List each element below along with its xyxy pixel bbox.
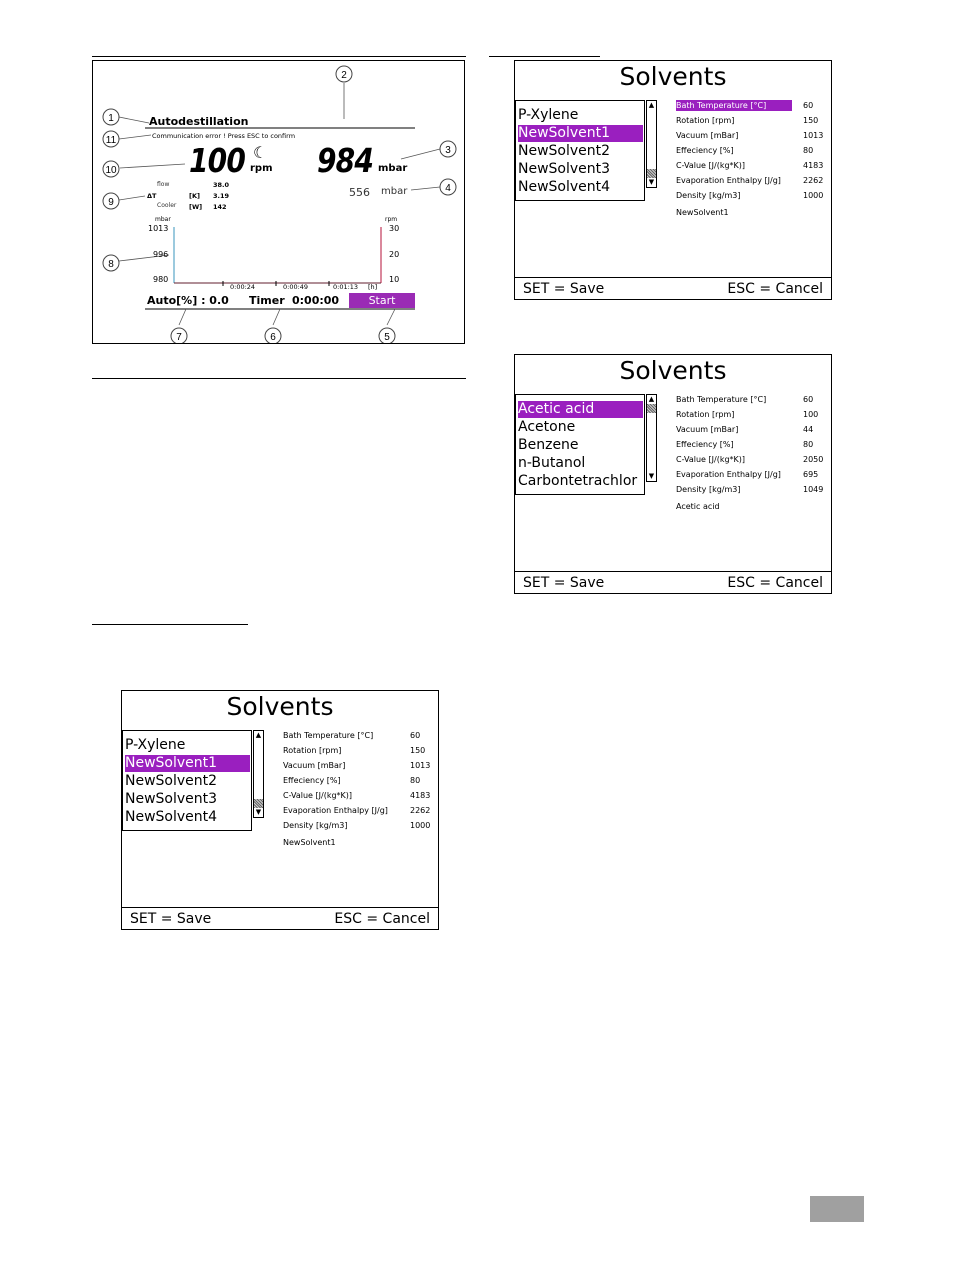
rpm-value: 100 (189, 141, 246, 180)
screen-footer (122, 907, 438, 930)
callout-5: 5 (384, 332, 390, 343)
property-label[interactable]: Evaporation Enthalpy [J/g] (283, 806, 388, 815)
callout-2: 2 (341, 70, 347, 81)
property-label[interactable]: Effeciency [%] (676, 146, 734, 155)
property-label-selected[interactable]: Bath Temperature [°C] (676, 100, 792, 111)
solvents-screen (514, 354, 832, 594)
property-label[interactable]: Vacuum [mBar] (676, 131, 739, 140)
property-label[interactable]: Rotation [rpm] (676, 410, 735, 419)
property-label[interactable]: Rotation [rpm] (676, 116, 735, 125)
property-value: 1000 (803, 191, 824, 200)
graph-right-tick: 30 (389, 224, 400, 233)
screen-title: Solvents (619, 62, 727, 91)
solvent-list-item[interactable]: NewSolvent3 (125, 791, 218, 807)
property-value: 60 (410, 731, 421, 740)
vacuum-setpoint-unit: mbar (381, 186, 408, 197)
property-value: 1049 (803, 485, 824, 494)
property-value: 1000 (410, 821, 431, 830)
solvent-list[interactable] (515, 394, 645, 495)
solvent-list-item[interactable]: Carbontetrachlor (518, 473, 638, 489)
property-label[interactable]: Density [kg/m3] (676, 485, 741, 494)
solvent-list-item-selected[interactable]: NewSolvent1 (518, 125, 643, 142)
delta-t-label: ΔT (147, 192, 157, 200)
timer-value: 0:00:00 (292, 294, 340, 307)
property-value: 2050 (803, 455, 824, 464)
cancel-hint: ESC = Cancel (727, 281, 823, 297)
graph-right-tick: 10 (389, 275, 400, 284)
solvent-list-item-selected[interactable]: NewSolvent1 (125, 755, 250, 772)
graph-right-tick: 20 (389, 250, 400, 259)
property-value: 150 (803, 116, 819, 125)
autodestillation-title: Autodestillation (149, 115, 249, 128)
solvent-list-item[interactable]: NewSolvent3 (518, 161, 611, 177)
property-value: 4183 (803, 161, 824, 170)
graph-right-unit: rpm (385, 216, 398, 223)
property-value: 60 (803, 101, 814, 110)
graph-time-unit: [h] (368, 283, 378, 291)
save-hint: SET = Save (130, 911, 212, 927)
delta-t-value: 3.19 (213, 192, 230, 200)
solvent-list-item[interactable]: NewSolvent4 (125, 809, 218, 825)
property-value: 695 (803, 470, 819, 479)
solvent-name: NewSolvent1 (283, 838, 336, 847)
property-label[interactable]: Bath Temperature [°C] (283, 731, 374, 740)
property-label[interactable]: Effeciency [%] (676, 440, 734, 449)
property-value: 100 (803, 410, 819, 419)
callout-3: 3 (445, 145, 451, 156)
cancel-hint: ESC = Cancel (727, 575, 823, 591)
rule-top-right (489, 56, 600, 57)
solvents-screen (121, 690, 439, 930)
cooler-value: 142 (213, 203, 227, 211)
solvent-list-item[interactable]: Benzene (518, 437, 579, 453)
property-value: 80 (410, 776, 421, 785)
property-label[interactable]: C-Value [J/(kg*K)] (283, 791, 353, 800)
graph-left-tick: 980 (153, 275, 169, 284)
solvents-screen (514, 60, 832, 300)
scroll-thumb[interactable] (647, 169, 656, 178)
property-label[interactable]: C-Value [J/(kg*K)] (676, 455, 746, 464)
scroll-up-icon[interactable]: ▲ (648, 395, 655, 403)
solvent-list-item[interactable]: Acetone (518, 419, 576, 435)
flow-label: flow (157, 181, 170, 188)
rotation-icon: ☾ (253, 143, 268, 162)
scroll-thumb[interactable] (647, 404, 656, 413)
solvent-name: Acetic acid (676, 502, 720, 511)
screen-footer (515, 571, 831, 594)
scroll-down-icon[interactable]: ▼ (255, 808, 262, 816)
solvent-list-item[interactable]: P-Xylene (125, 737, 186, 753)
rule-top-left (92, 56, 466, 57)
property-label[interactable]: C-Value [J/(kg*K)] (676, 161, 746, 170)
callout-8: 8 (108, 259, 114, 270)
property-value: 80 (803, 440, 814, 449)
cooler-label: Cooler (157, 202, 177, 209)
property-value: 2262 (803, 176, 824, 185)
property-label[interactable]: Vacuum [mBar] (283, 761, 346, 770)
property-label[interactable]: Evaporation Enthalpy [J/g] (676, 470, 781, 479)
property-label[interactable]: Effeciency [%] (283, 776, 341, 785)
callout-6: 6 (270, 332, 276, 343)
list-scrollbar[interactable] (253, 730, 264, 818)
solvent-list-item[interactable]: NewSolvent2 (518, 143, 611, 159)
property-value: 1013 (803, 131, 824, 140)
vacuum-setpoint-value: 556 (349, 186, 370, 199)
auto-percent: Auto[%] : 0.0 (147, 294, 229, 307)
rpm-unit: rpm (250, 163, 273, 174)
property-value: 2262 (410, 806, 431, 815)
solvent-list-item[interactable]: n-Butanol (518, 455, 586, 471)
property-label[interactable]: Vacuum [mBar] (676, 425, 739, 434)
property-value: 4183 (410, 791, 431, 800)
vacuum-value: 984 (317, 141, 374, 180)
graph-left-unit: mbar (155, 216, 171, 223)
solvent-list-item[interactable]: P-Xylene (518, 107, 579, 123)
page-tab-marker (810, 1196, 864, 1222)
solvent-name: NewSolvent1 (676, 208, 729, 217)
vacuum-unit: mbar (378, 163, 408, 174)
graph-left-tick: 996 (153, 250, 169, 259)
property-label[interactable]: Evaporation Enthalpy [J/g] (676, 176, 781, 185)
start-button[interactable]: Start (349, 293, 415, 308)
property-label[interactable]: Rotation [rpm] (283, 746, 342, 755)
scroll-down-icon[interactable]: ▼ (648, 472, 655, 480)
rule-lower-left (92, 624, 248, 625)
scroll-up-icon[interactable]: ▲ (255, 731, 262, 739)
callout-4: 4 (445, 183, 451, 194)
graph-time-tick: 0:01:13 (333, 283, 359, 291)
scroll-down-icon[interactable]: ▼ (648, 178, 655, 186)
graph-left-tick: 1013 (148, 224, 169, 233)
property-value: 1013 (410, 761, 431, 770)
flow-value: 38.0 (213, 181, 230, 189)
graph-time-tick: 0:00:24 (230, 283, 256, 291)
screen-title: Solvents (619, 356, 727, 385)
rule-mid-left (92, 378, 466, 379)
list-scrollbar[interactable] (646, 100, 657, 188)
solvent-list-item-selected[interactable]: Acetic acid (518, 401, 643, 418)
graph-time-tick: 0:00:49 (283, 283, 309, 291)
property-label[interactable]: Density [kg/m3] (676, 191, 741, 200)
list-scrollbar[interactable] (646, 394, 657, 482)
callout-1: 1 (108, 113, 114, 124)
save-hint: SET = Save (523, 281, 605, 297)
save-hint: SET = Save (523, 575, 605, 591)
solvent-list[interactable] (515, 100, 645, 201)
autodestillation-panel (92, 60, 465, 344)
callout-7: 7 (176, 332, 182, 343)
property-value: 80 (803, 146, 814, 155)
cooler-unit: [W] (189, 203, 203, 211)
callout-10: 10 (105, 165, 117, 176)
property-label[interactable]: Density [kg/m3] (283, 821, 348, 830)
scroll-thumb[interactable] (254, 799, 263, 808)
scroll-up-icon[interactable]: ▲ (648, 101, 655, 109)
callout-11: 11 (105, 135, 117, 146)
property-value: 44 (803, 425, 814, 434)
screen-footer (515, 277, 831, 300)
property-label[interactable]: Bath Temperature [°C] (676, 395, 767, 404)
delta-t-unit: [K] (189, 192, 200, 200)
solvent-list[interactable] (122, 730, 252, 831)
solvent-list-item[interactable]: NewSolvent4 (518, 179, 611, 195)
property-value: 60 (803, 395, 814, 404)
solvent-list-item[interactable]: NewSolvent2 (125, 773, 218, 789)
error-message: Communication error ! Press ESC to confirm (152, 132, 296, 140)
cancel-hint: ESC = Cancel (334, 911, 430, 927)
screen-title: Solvents (226, 692, 334, 721)
callout-9: 9 (108, 197, 114, 208)
property-value: 150 (410, 746, 426, 755)
timer-label: Timer (249, 294, 285, 307)
